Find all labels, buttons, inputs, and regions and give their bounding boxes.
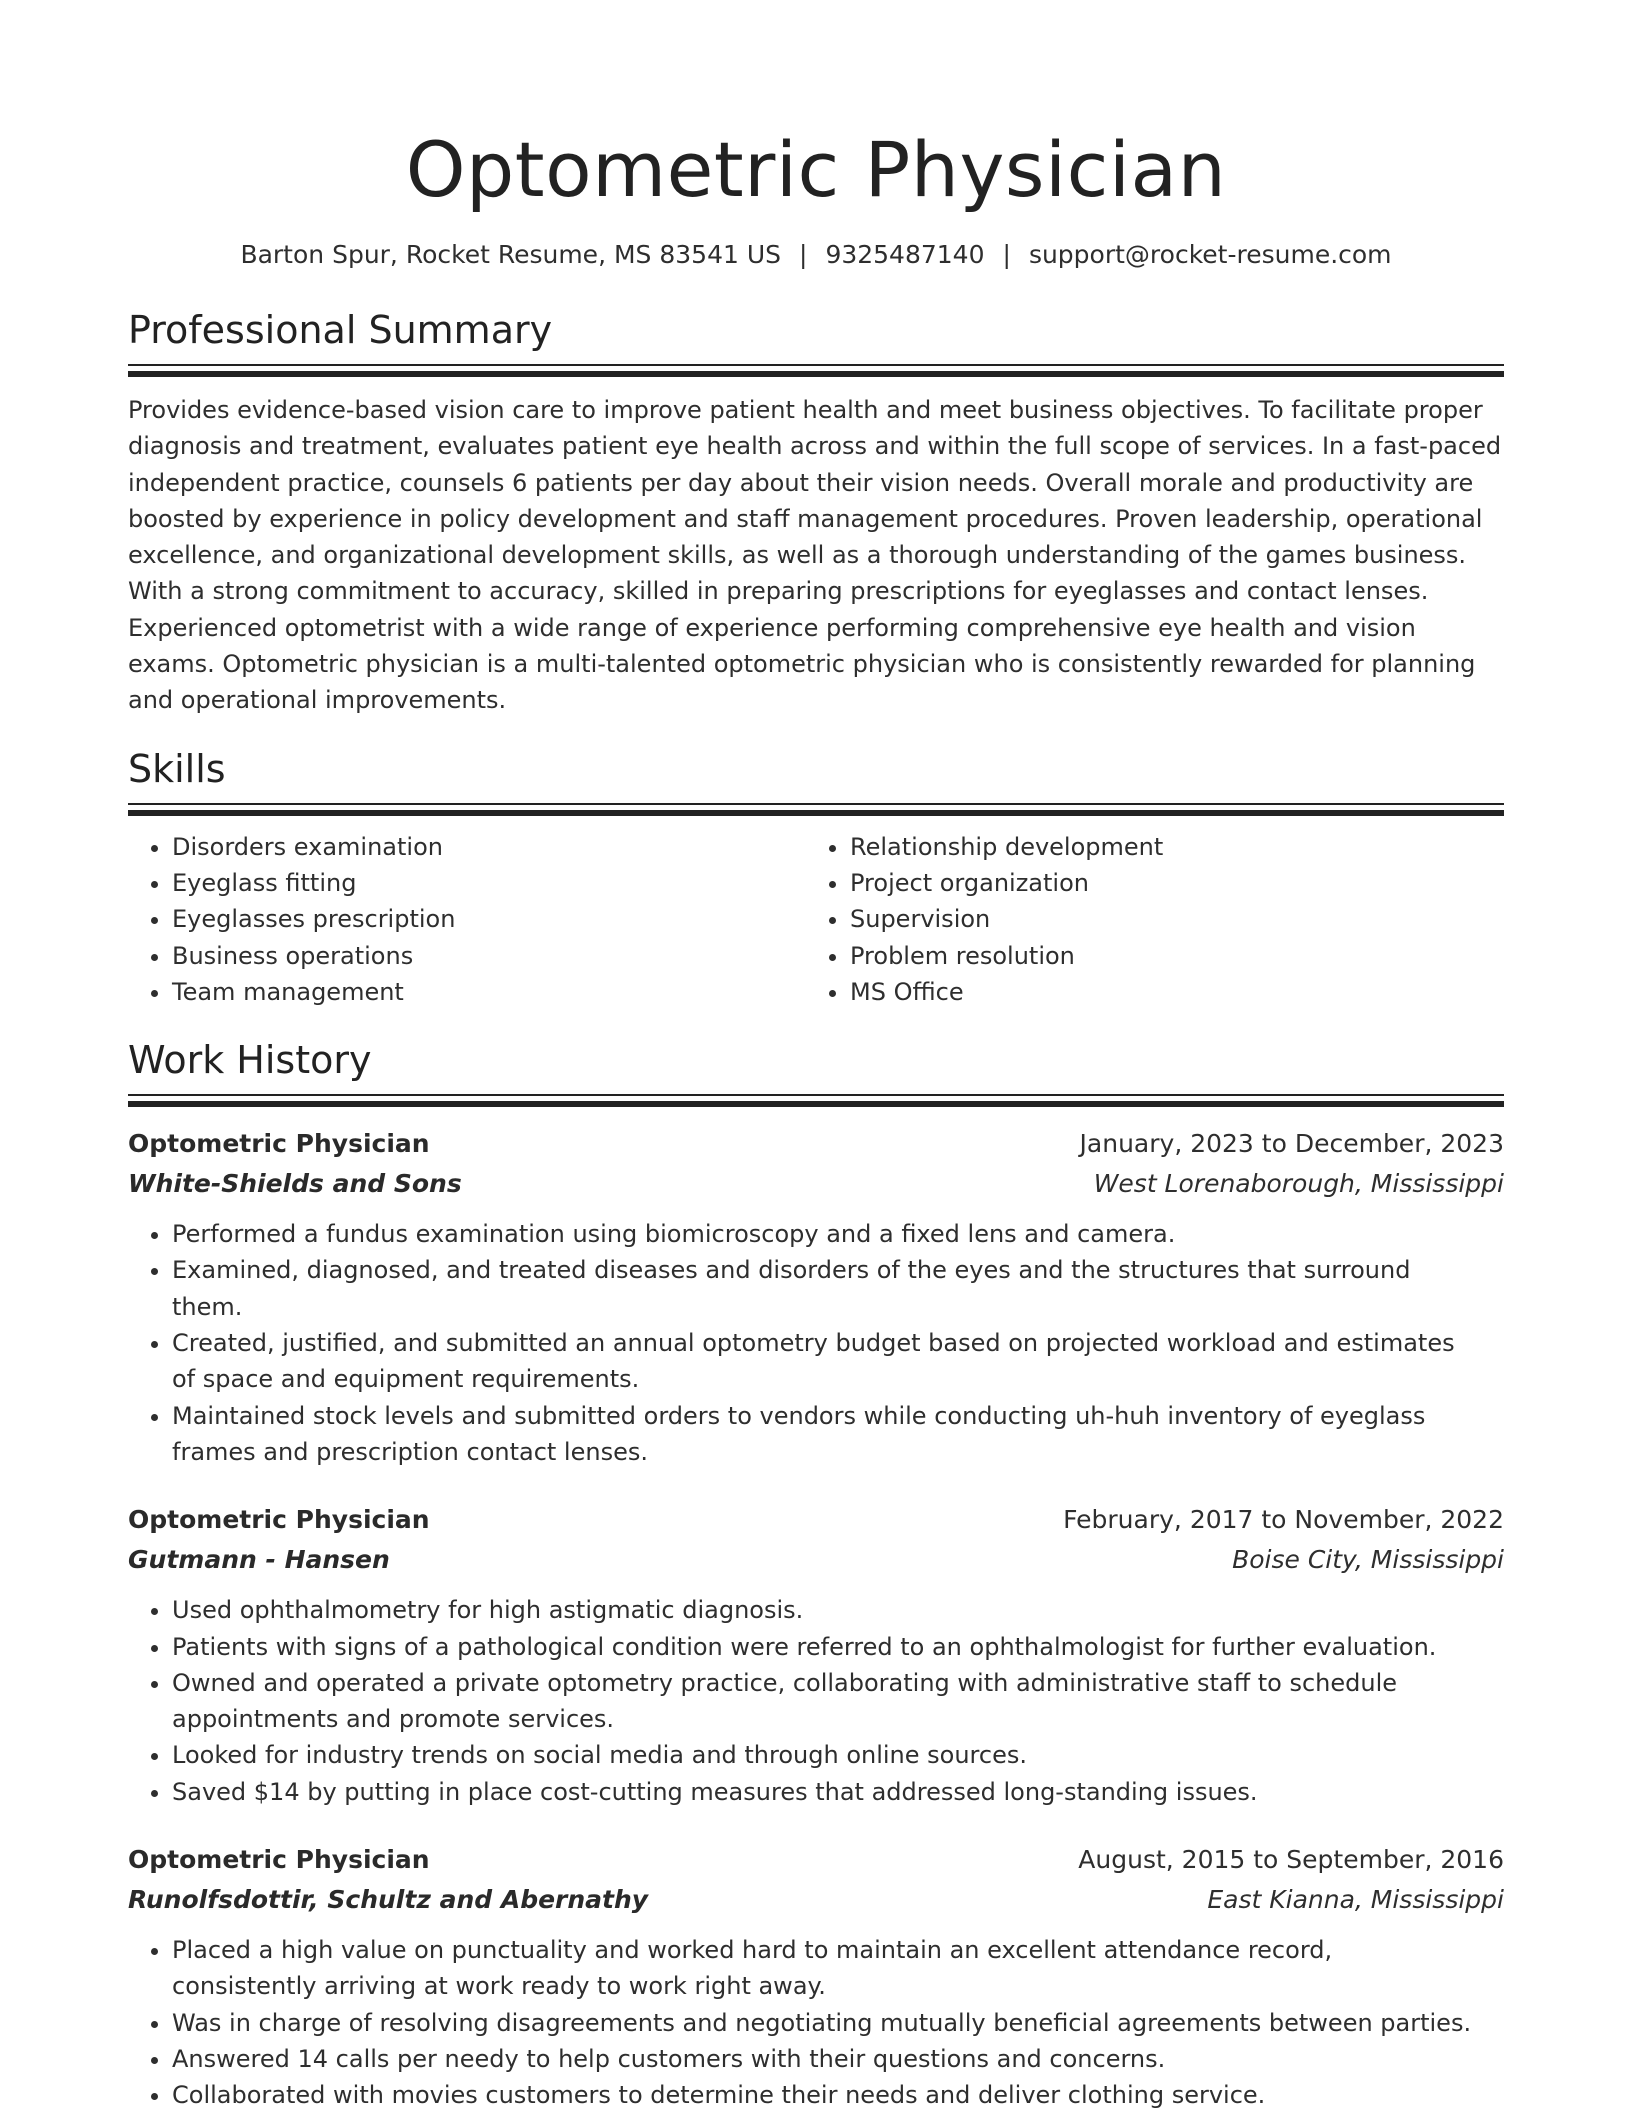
job-header: [128, 1124, 1504, 1164]
job-bullet: • Was in charge of resolving disagreements and negotiating mutually beneficial agreements between parties.: [172, 2005, 1504, 2041]
contact-separator: |: [1002, 240, 1011, 269]
job-subheader: [128, 1880, 1504, 1920]
job-entry: [128, 1500, 1504, 1810]
summary-text: Provides evidence-based vision care to improve patient health and meet business objectives. To facilitate proper diagnosis and treatment, evaluates patient eye health across and within the full scope of services. In a fast-paced independent practice, counsels 6 patients per day about their vision needs. Overall morale and productivity are boosted by experience in policy development and staff management procedures. Proven leadership, operational excellence, and organizational development skills, as well as a thorough understanding of the games business. With a strong commitment to accuracy, skilled in preparing prescriptions for eyeglasses and contact lenses. Experienced optometrist with a wide range of experience performing comprehensive eye health and vision exams. Optometric physician is a multi-talented optometric physician who is consistently rewarded for planning and operational improvements.: [128, 396, 1502, 715]
summary-section: [128, 306, 1504, 719]
contact-separator: |: [799, 240, 808, 269]
job-dates: February, 2017 to November, 2022: [1063, 1505, 1504, 1535]
contact-phone: 9325487140: [825, 240, 985, 269]
job-bullet: • Used ophthalmometry for high astigmatic diagnosis.: [172, 1592, 1504, 1628]
job-location: East Kianna, Mississippi: [1207, 1885, 1504, 1915]
job-bullet: • Examined, diagnosed, and treated diseases and disorders of the eyes and the structures that surround them.: [172, 1252, 1504, 1325]
job-bullet: • Collaborated with movies customers to determine their needs and deliver clothing service.: [172, 2077, 1504, 2113]
skills-section: [128, 745, 1504, 1010]
work-history-section: [128, 1036, 1504, 2113]
job-header: [128, 1500, 1504, 1540]
skill-item: • Supervision: [850, 901, 1484, 937]
job-bullet: • Looked for industry trends on social media and through online sources.: [172, 1737, 1504, 1773]
job-company: White-Shields and Sons: [128, 1169, 462, 1199]
skill-item: • Disorders examination: [172, 829, 806, 865]
job-bullet: • Maintained stock levels and submitted orders to vendors while conducting uh-huh inventory of eyeglass frames and prescription contact lenses.: [172, 1398, 1504, 1471]
job-bullet: • Performed a fundus examination using biomicroscopy and a fixed lens and camera.: [172, 1216, 1504, 1252]
job-company: Runolfsdottir, Schultz and Abernathy: [128, 1885, 649, 1915]
job-location: Boise City, Mississippi: [1232, 1545, 1504, 1575]
section-divider: [128, 364, 1504, 378]
skill-item: • Business operations: [172, 938, 806, 974]
job-bullet: • Created, justified, and submitted an annual optometry budget based on projected workload and estimates of space and equipment requirements.: [172, 1325, 1504, 1398]
contact-email: support@rocket-resume.com: [1028, 240, 1392, 269]
job-bullets: [128, 1932, 1504, 2113]
job-bullet: • Saved $14 by putting in place cost-cutting measures that addressed long-standing issues.: [172, 1774, 1504, 1810]
skills-column-left: [128, 829, 806, 1010]
job-subheader: [128, 1164, 1504, 1204]
skill-item: • Problem resolution: [850, 938, 1484, 974]
job-bullet: • Answered 14 calls per needy to help customers with their questions and concerns.: [172, 2041, 1504, 2077]
job-title: Optometric Physician: [128, 1845, 430, 1875]
section-divider: [128, 1094, 1504, 1108]
job-title: Optometric Physician: [128, 1505, 430, 1535]
job-company: Gutmann - Hansen: [128, 1545, 390, 1575]
contact-line: [128, 238, 1504, 272]
skills-list: [128, 829, 1504, 1010]
skill-item: • Project organization: [850, 865, 1484, 901]
job-entry: [128, 1840, 1504, 2113]
contact-address: Barton Spur, Rocket Resume, MS 83541 US: [240, 240, 781, 269]
job-location: West Lorenaborough, Mississippi: [1093, 1169, 1504, 1199]
job-entry: [128, 1124, 1504, 1470]
job-dates: August, 2015 to September, 2016: [1078, 1845, 1504, 1875]
skill-item: • Team management: [172, 974, 806, 1010]
skill-item: • Relationship development: [850, 829, 1484, 865]
job-dates: January, 2023 to December, 2023: [1079, 1129, 1504, 1159]
job-bullet: • Placed a high value on punctuality and worked hard to maintain an excellent attendance record, consistently arriving at work ready to work right away.: [172, 1932, 1504, 2005]
skill-item: • Eyeglasses prescription: [172, 901, 806, 937]
job-subheader: [128, 1540, 1504, 1580]
section-divider: [128, 803, 1504, 817]
job-bullet: • Patients with signs of a pathological condition were referred to an ophthalmologist for further evaluation.: [172, 1629, 1504, 1665]
skill-item: • Eyeglass fitting: [172, 865, 806, 901]
skill-item: • MS Office: [850, 974, 1484, 1010]
job-title: Optometric Physician: [128, 1129, 430, 1159]
section-heading-work-history: Work History: [128, 1038, 372, 1083]
job-bullets: [128, 1216, 1504, 1470]
section-heading-skills: Skills: [128, 746, 226, 791]
job-header: [128, 1840, 1504, 1880]
job-bullet: • Owned and operated a private optometry practice, collaborating with administrative staff to schedule appointments and promote services.: [172, 1665, 1504, 1738]
resume-name: Optometric Physician: [405, 125, 1227, 214]
skills-column-right: [806, 829, 1484, 1010]
resume-page: [128, 0, 1504, 2114]
section-heading-summary: Professional Summary: [128, 308, 553, 352]
job-bullets: [128, 1592, 1504, 1810]
